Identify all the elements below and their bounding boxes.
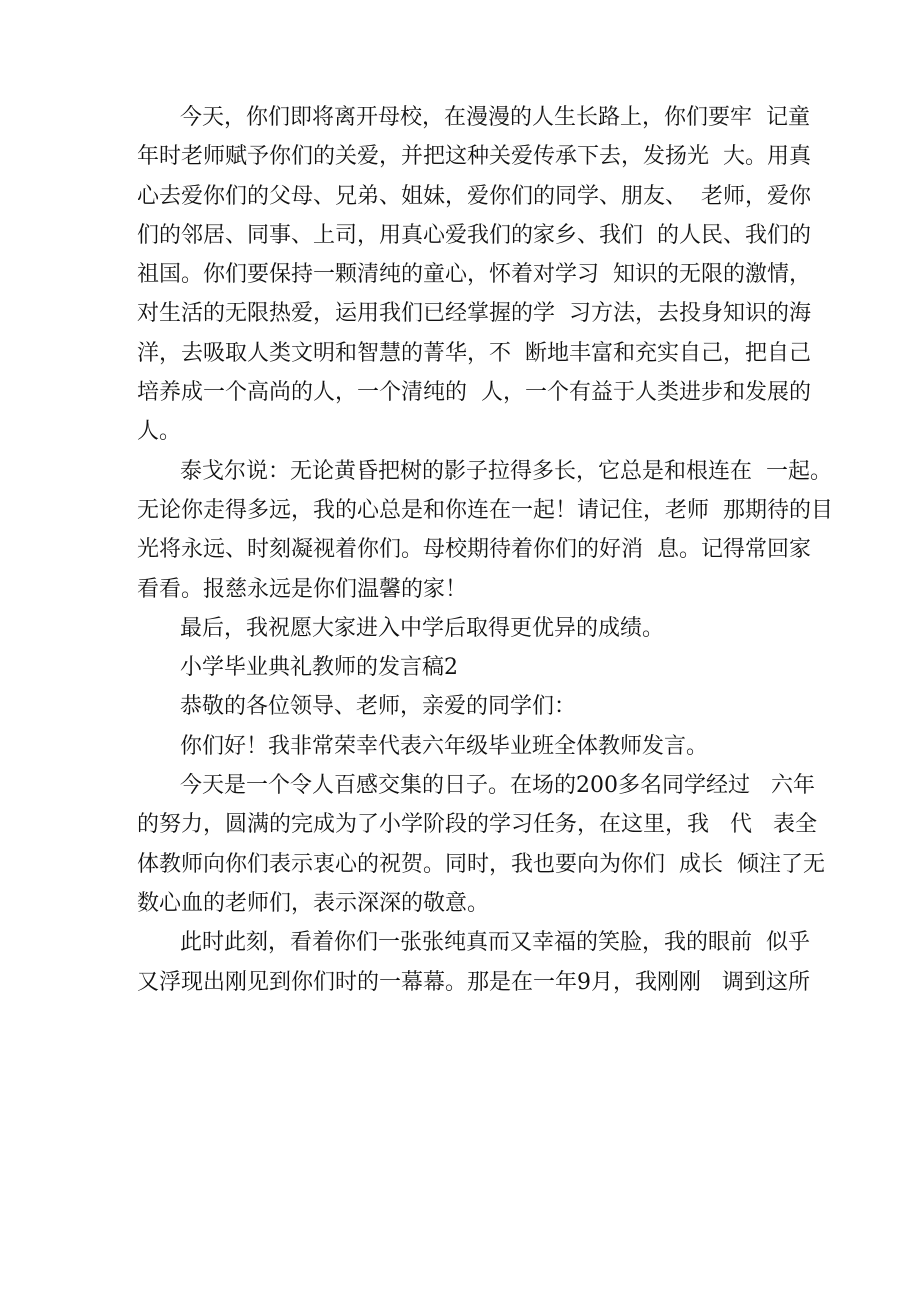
text-line: 对生活的无限热爱，运用我们已经掌握的学 习方法，去投身知识的海 xyxy=(137,301,811,327)
text-line: 人。 xyxy=(137,419,182,445)
section-title xyxy=(137,648,795,687)
text-line: 泰戈尔说：无论黄昏把树的影子拉得多长，它总是和根连在 一起。 xyxy=(180,458,832,484)
text-line: 此时此刻，看着你们一张张纯真而又幸福的笑脸，我的眼前 似乎 xyxy=(180,930,810,956)
text-line: 数心血的老师们，表示深深的敬意。 xyxy=(137,890,490,916)
text-line: 培养成一个高尚的人，一个清纯的 人，一个有益于人类进步和发展的 xyxy=(137,380,811,406)
text-line: 心去爱你们的父母、兄弟、姐妹，爱你们的同学、朋友、 老师，爱你 xyxy=(137,183,811,209)
paragraph-4 xyxy=(137,766,825,923)
text-line: 无论你走得多远，我的心总是和你连在一起！请记住，老师 那期待的目 xyxy=(137,497,833,523)
text-line: 今天，你们即将离开母校，在漫漫的人生长路上，你们要牢 记童 xyxy=(180,105,810,130)
document-body xyxy=(137,98,833,1002)
text-line: 恭敬的各位领导、老师，亲爱的同学们： xyxy=(180,694,577,720)
text-line: 的努力，圆满的完成为了小学阶段的学习任务，在这里，我 代 表全 xyxy=(137,812,817,838)
text-line: 你们好！我非常荣幸代表六年级毕业班全体教师发言。 xyxy=(180,733,709,759)
paragraph-1 xyxy=(137,98,811,452)
text-line: 又浮现出刚见到你们时的一幕幕。那是在一年9月，我刚刚 调到这所 xyxy=(137,969,810,995)
text-line: 看看。报慈永远是你们温馨的家！ xyxy=(137,576,468,602)
text-line: 们的邻居、同事、上司，用真心爱我们的家乡、我们 的人民、我们的 xyxy=(137,222,811,248)
text-line: 最后，我祝愿大家进入中学后取得更优异的成绩。 xyxy=(180,615,665,641)
paragraph-5 xyxy=(137,923,810,1002)
salutation xyxy=(137,687,795,726)
text-line: 光将永远、时刻凝视着你们。母校期待着你们的好消 息。记得常回家 xyxy=(137,537,811,563)
text-line: 祖国。你们要保持一颗清纯的童心，怀着对学习 知识的无限的激情， xyxy=(137,262,811,288)
paragraph-2 xyxy=(137,452,833,609)
text-line: 小学毕业典礼教师的发言稿2 xyxy=(180,655,458,681)
greeting xyxy=(137,727,795,766)
text-line: 体教师向你们表示衷心的祝贺。同时，我也要向为你们 成长 倾注了无 xyxy=(137,851,825,877)
text-line: 年时老师赋予你们的关爱，并把这种关爱传承下去，发扬光 大。用真 xyxy=(137,144,811,170)
paragraph-3 xyxy=(137,609,795,648)
text-line: 洋，去吸取人类文明和智慧的菁华，不 断地丰富和充实自己，把自己 xyxy=(137,340,811,366)
text-line: 今天是一个令人百感交集的日子。在场的200多名同学经过 六年 xyxy=(180,773,815,799)
